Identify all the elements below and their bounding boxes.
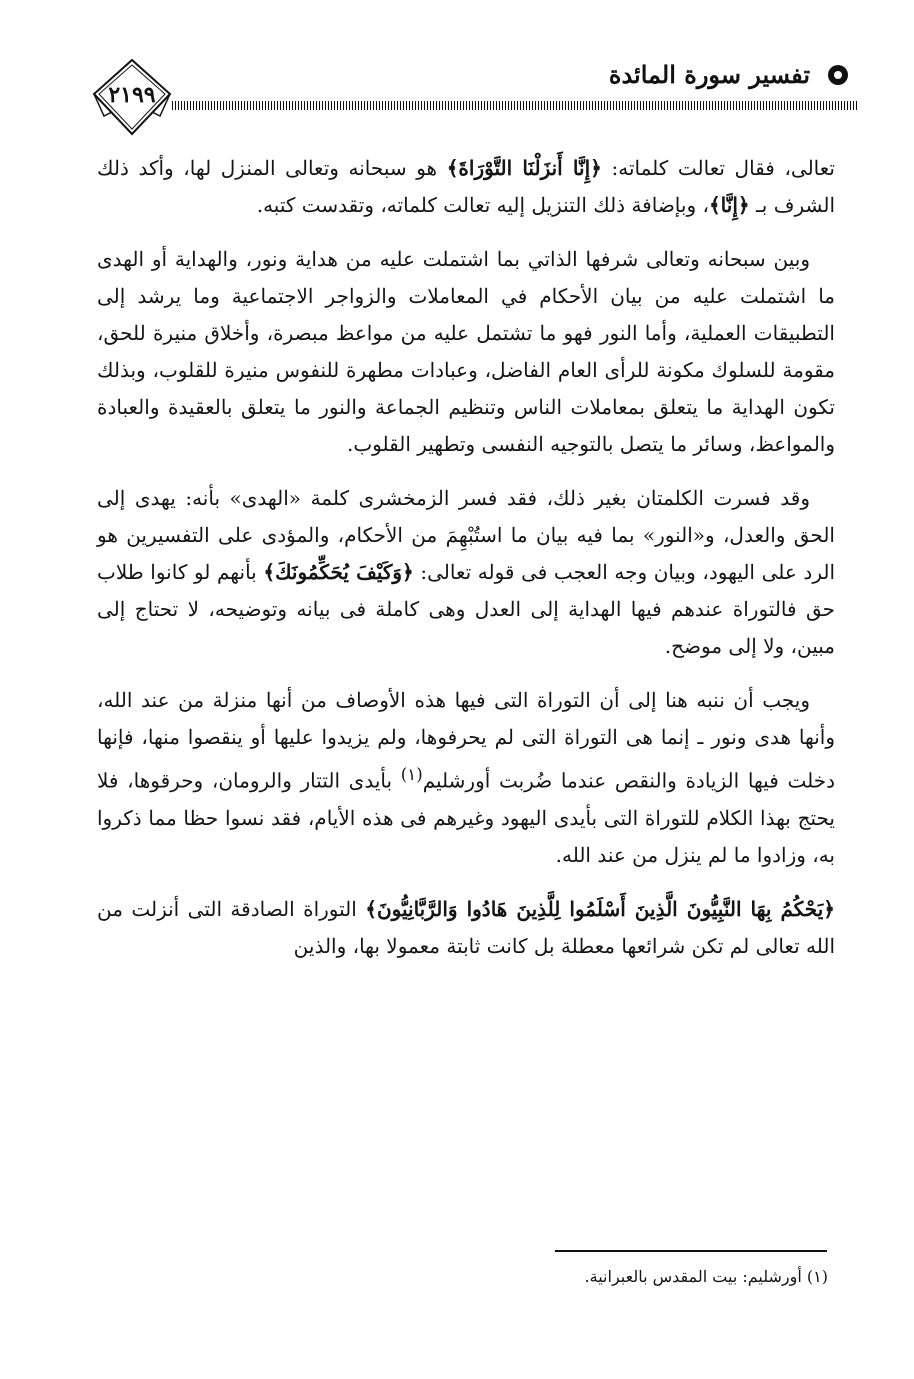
- page-number-badge: [90, 56, 174, 140]
- paragraph-4: [97, 682, 835, 874]
- running-title: تفسير سورة المائدة: [608, 60, 810, 89]
- text-run: بأنهم لو كانوا طلاب حق فالتوراة عندهم فيها الهداية إلى العدل وهى كاملة فى بيانه وتوضيحه، لا تحتاج إلى مبين، ولا إلى موضح.: [97, 560, 835, 658]
- text-run: هو سبحانه وتعالى المنزل لها، وأكد ذلك الشرف بـ: [97, 156, 835, 217]
- text-run: بأيدى التتار والرومان، وحرقوها، فلا يحتج بهذا الكلام للتوراة التى بأيدى اليهود وغيرهم فى هذه الأيام، فقد نسوا حظا مما ذكروا به، وزادوا ما لم ينزل من عند الله.: [97, 768, 835, 867]
- body-text: [97, 150, 835, 982]
- quran-quote: ﴿يَحْكُمُ بِهَا النَّبِيُّونَ الَّذِينَ أَسْلَمُوا لِلَّذِينَ هَادُوا وَالرَّبَّانِيُّونَ﴾: [365, 896, 835, 921]
- quran-quote: ﴿إِنَّا أَنزَلْنَا التَّوْرَاةَ﴾: [446, 156, 602, 180]
- text-run: التوراة الصادقة التى أنزلت من الله تعالى لم تكن شرائعها معطلة بل كانت ثابتة معمولا بها، والذين: [97, 896, 835, 958]
- footnote: (١) أورشليم: بيت المقدس بالعبرانية.: [584, 1267, 828, 1286]
- text-run: ويجب أن ننبه هنا إلى أن التوراة التى فيها هذه الأوصاف من أنها منزلة من عند الله، وأنها هدى ونور ـ إنما هى التوراة التى لم يحرفوها، ولم يزيدوا عليها أو ينقصوا منها، فإنها دخلت فيها الزيادة والنقص عندما ضُربت أورشليم: [97, 688, 835, 793]
- text-run: تعالى، فقال تعالت كلماته:: [601, 156, 835, 180]
- footnote-rule: [555, 1250, 827, 1252]
- paragraph-1: [97, 150, 835, 224]
- paragraph-5: [97, 891, 835, 965]
- footnote-reference: (١): [400, 765, 423, 784]
- header-rule: [172, 101, 858, 110]
- paragraph-3: [97, 480, 835, 665]
- text-run: وقد فسرت الكلمتان بغير ذلك، فقد فسر الزمخشرى كلمة «الهدى» بأنه: يهدى إلى الحق والعدل، و«النور» بما فيه بيان ما استُبْهِمَ من الأحكام، والمؤدى على التفسيرين هو الرد على اليهود، وبيان وجه العجب فى قوله تعالى:: [97, 486, 835, 584]
- page-number: ٢١٩٩: [108, 82, 156, 108]
- paragraph-2: وبين سبحانه وتعالى شرفها الذاتي بما اشتملت عليه من هداية ونور، والهداية أو الهدى ما اشتملت عليه من بيان الأحكام في المعاملات والزواجر الاجتماعية وما يرشد إلى التطبيقات العملية، وأما النور فهو ما تشتمل عليه من مواعظ مبصرة، وأخلاق منيرة للحق، مقومة للسلوك مكونة للرأى العام الفاضل، وعبادات مطهرة للنفوس منيرة للقلوب، وبذلك تكون الهداية ما يتعلق بمعاملات الناس وتنظيم الجماعة والنور ما يتعلق بالعقيدة والعبادة والمواعظ، وسائر ما يتصل بالتوجيه النفسى وتطهير القلوب.: [97, 247, 835, 456]
- page-header: [90, 56, 858, 146]
- ornament-icon: [828, 65, 848, 85]
- quran-quote: ﴿وَكَيْفَ يُحَكِّمُونَكَ﴾: [263, 560, 414, 584]
- text-run: ، وبإضافة ذلك التنزيل إليه تعالت كلماته، وتقدست كتبه.: [256, 193, 709, 217]
- quran-quote: ﴿إِنَّا﴾: [708, 193, 750, 217]
